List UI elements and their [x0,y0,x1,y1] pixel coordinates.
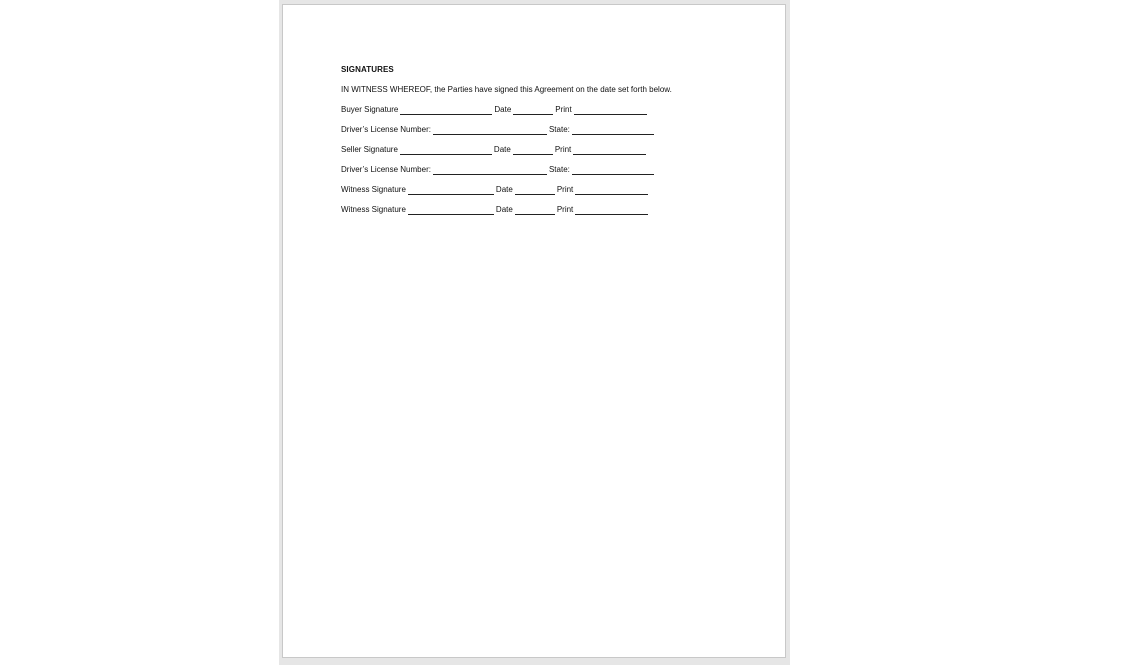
page-content [341,64,741,215]
witness-paragraph: IN WITNESS WHEREOF, the Parties have signed this Agreement on the date set forth below. [341,85,672,94]
section-heading: SIGNATURES [341,65,394,74]
document-page [282,4,786,658]
seller-print-line[interactable] [573,146,646,155]
buyer-license-label: Driver’s License Number: [341,125,431,134]
witness-2-print-label: Print [556,205,574,214]
buyer-signature-line[interactable] [400,106,492,115]
witness-2-date-line[interactable] [515,206,555,215]
seller-date-label: Date [493,145,511,154]
buyer-license-line[interactable] [433,126,547,135]
witness-1-date-line[interactable] [515,186,555,195]
seller-print-label: Print [554,145,572,154]
seller-signature-line[interactable] [400,146,492,155]
witness-1-print-line[interactable] [575,186,648,195]
witness-2-signature-line[interactable] [408,206,494,215]
seller-license-label: Driver’s License Number: [341,165,431,174]
buyer-date-label: Date [494,105,512,114]
seller-signature-label: Seller Signature [341,145,398,154]
witness-1-date-label: Date [495,185,513,194]
buyer-print-line[interactable] [574,106,647,115]
seller-date-line[interactable] [513,146,553,155]
page-frame [279,0,790,665]
seller-license-row [341,165,741,175]
seller-state-label: State: [548,165,570,174]
witness-1-signature-line[interactable] [408,186,494,195]
witness-2-print-line[interactable] [575,206,648,215]
witness-signature-row-2 [341,205,741,215]
witness-2-date-label: Date [495,205,513,214]
seller-state-line[interactable] [572,166,654,175]
buyer-state-line[interactable] [572,126,654,135]
buyer-print-label: Print [555,105,572,114]
buyer-state-label: State: [548,125,570,134]
witness-1-signature-label: Witness Signature [341,185,406,194]
buyer-license-row [341,125,741,135]
buyer-signature-label: Buyer Signature [341,105,399,114]
seller-signature-row [341,145,741,155]
witness-signature-row-1 [341,185,741,195]
witness-2-signature-label: Witness Signature [341,205,406,214]
buyer-date-line[interactable] [513,106,553,115]
buyer-signature-row [341,105,741,115]
witness-1-print-label: Print [556,185,574,194]
seller-license-line[interactable] [433,166,547,175]
